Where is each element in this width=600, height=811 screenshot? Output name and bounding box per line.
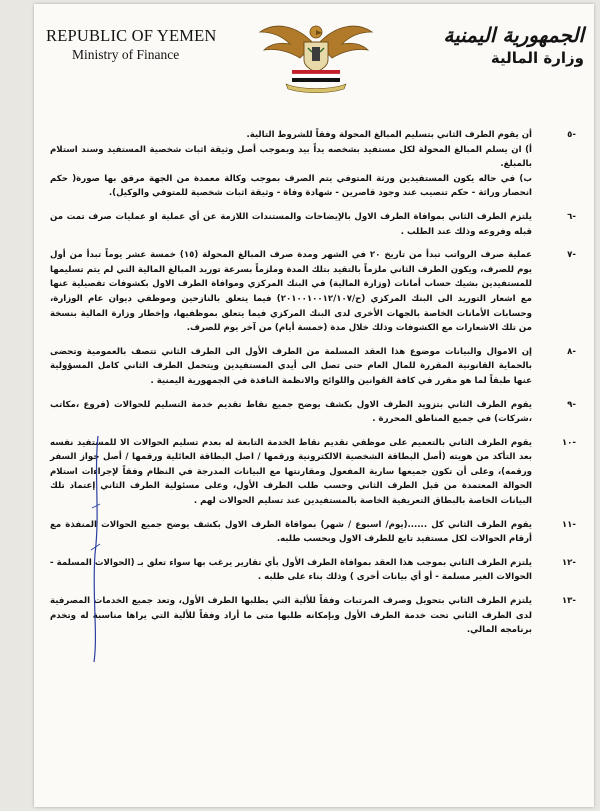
clause-10 (50, 436, 576, 509)
clause-11 (50, 518, 576, 547)
clause-number: -١١ (561, 519, 576, 530)
clause-text: يلتزم الطرف الثاني بموافاة الطرف الاول بالإيضاحات والمستندات اللازمة عن أي عملية او عمليات صرف تمت من قبله وفروعه وذلك عند الطلب . (50, 211, 532, 237)
clause-number: -١٣ (561, 596, 576, 607)
clause-13 (50, 594, 576, 638)
clause-number: -٥ (567, 130, 576, 140)
clause-text: إن الاموال والبيانات موضوع هذا العقد المسلمة من الطرف الأول الى الطرف الثاني تتصف بالعمومية وتحضى بالحماية القانونية المقررة للمال العام حتى تصل الى أيدي المستفيدين ويتحمل الطرف الثاني كامل المسؤولية عنها طبقاً لما هو مقرر في كافة القوانين واللوائح والانظمة النافذة في الجمهورية اليمنية . (50, 346, 532, 386)
clause-text: عملية صرف الرواتب تبدأ من تاريخ ٢٠ في الشهر ومدة صرف المبالغ المحولة (١٥) خمسة عشر يوماً تبدأ من أول يوم للصرف، ويكون الطرف الثاني ملزماً بالتقيد بتلك المدة وملزماً بسرعة توريد المبالغ المالية التي لم يتم تسليمها للمستفيدين بشيك حساب أمانات (وزارة المالية) في البنك المركزي وموافاة الطرف الاول بكشوفات تفصيلية عنها مع اشعار التوريد الى البنك المركزي (ح/٢٠١٠٠١٠٠١٢/١٠٧) فيما يتعلق بالنازحين وموظفي ديوان عام الوزارة، وحسابات الأمانات الخاصة بالجهات الأخرى لدى البنك المركزي فيما يتعلق بموظفيها، وإخطار وزارة المالية بنسخة من تلك الاشعارات مع الكشوفات وذلك خلال مدة (خمسة أيام) من آخر يوم للصرف. (50, 250, 532, 334)
clause-number: -١٠ (561, 437, 576, 448)
clause-text: يقوم الطرف الثاني بالتعميم على موظفي تقديم نقاط الخدمة التابعة له بعدم تسليم الحوالات الا للمستفيد نفسه بعد التأكد من هويته (أصل البطاقة الشخصية الالكترونية ورقمها / اصل البطاقة العائلية ورقمها / أصل جواز السفر ورقمه)، وعلى أن تكون جميعها سارية المفعول ومقارنتها مع البيانات المدرجة في النظام وفقاً لإجراءات استلام الحوالة المعتمدة من قبل الطرف الثاني وحسب طلب الطرف الأول، وعلى مسئولية الطرف الثاني إعتماد تلك البيانات الخاصة بالبطاق التعريفية الخاصة بالمستفيدين عند تسليم الحوالات لهم . (50, 437, 532, 507)
header-arabic (434, 22, 584, 68)
header-english (46, 26, 246, 64)
clause-7 (50, 248, 576, 336)
clause-9 (50, 398, 576, 427)
contract-clauses (50, 128, 576, 647)
clause-5 (50, 128, 576, 201)
yemen-eagle-emblem (256, 14, 376, 94)
clause-number: -٩ (567, 399, 576, 410)
clause-12 (50, 556, 576, 585)
clause-text: يلتزم الطرف الثاني بموجب هذا العقد بموافاة الطرف الأول بأي تقارير يرغب بها سواء تعلق بـ (الحوالات المسلمة - الحوالات الغير مسلمة - أو أي بيانات أخرى ) وذلك بناء على طلبه . (50, 557, 532, 583)
blue-ink-mark (86, 434, 106, 664)
country-name-ar: الجمهورية اليمنية (443, 23, 584, 47)
clause-number: -١٢ (561, 557, 576, 568)
clause-subitem: أ) ان يسلم المبالغ المحولة لكل مستفيد بشخصه يداً بيد وبموجب أصل وثيقة اثبات شخصية المستفيد وسند استلام بالمبلغ. (50, 144, 532, 170)
clause-text: يلتزم الطرف الثاني بتحويل وصرف المرتبات وفقاً للألية التي يطلبها الطرف الأول، وتعد جميع الخدمات المصرفية لدى الطرف الثاني تحت خدمة الطرف الأول وبإمكانه طلبها متى ما أراد وفقاً للألية التي يراها مناسبة له وتخدم برنامجه المالي. (50, 596, 532, 636)
clause-number: -٨ (567, 346, 576, 357)
clause-8 (50, 345, 576, 389)
clause-text: أن يقوم الطرف الثاني بتسليم المبالغ المحولة وفقاً للشروط التالية. (246, 130, 532, 140)
clause-number: -٦ (567, 211, 576, 222)
ministry-name-ar: وزارة المالية (490, 49, 584, 67)
clause-subitem: ب) في حاله يكون المستفيدين ورثة المتوفي يتم الصرف بموجب وكالة معمدة من الجهة مرفق بها صورة( حكم انحصار وراثة - حكم تنصيب عند وجود قاصرين - شهادة وفاة - وثيقة اثبات شخصية للمتوفي والوكيل). (50, 173, 532, 199)
clause-number: -٧ (567, 250, 576, 261)
clause-text: يقوم الطرف الثاني بتزويد الطرف الاول بكشف يوضح جميع نقاط تقديم خدمة التسليم للحوالات (فروع ،مكاتب ،شركات) في جميع المناطق المحررة . (50, 399, 532, 425)
clause-6 (50, 210, 576, 239)
document-page (34, 4, 594, 807)
clause-text: يقوم الطرف الثاني كل ......(يوم/ اسبوع / شهر) بموافاة الطرف الاول بكشف يوضح جميع الحوالات المنفذة مع أرقام الحوالات لكل مستفيد تابع للطرف الاول وبحسب طلبه. (50, 519, 532, 545)
country-name-en: REPUBLIC OF YEMEN (46, 26, 217, 45)
ministry-name-en: Ministry of Finance (72, 47, 180, 62)
